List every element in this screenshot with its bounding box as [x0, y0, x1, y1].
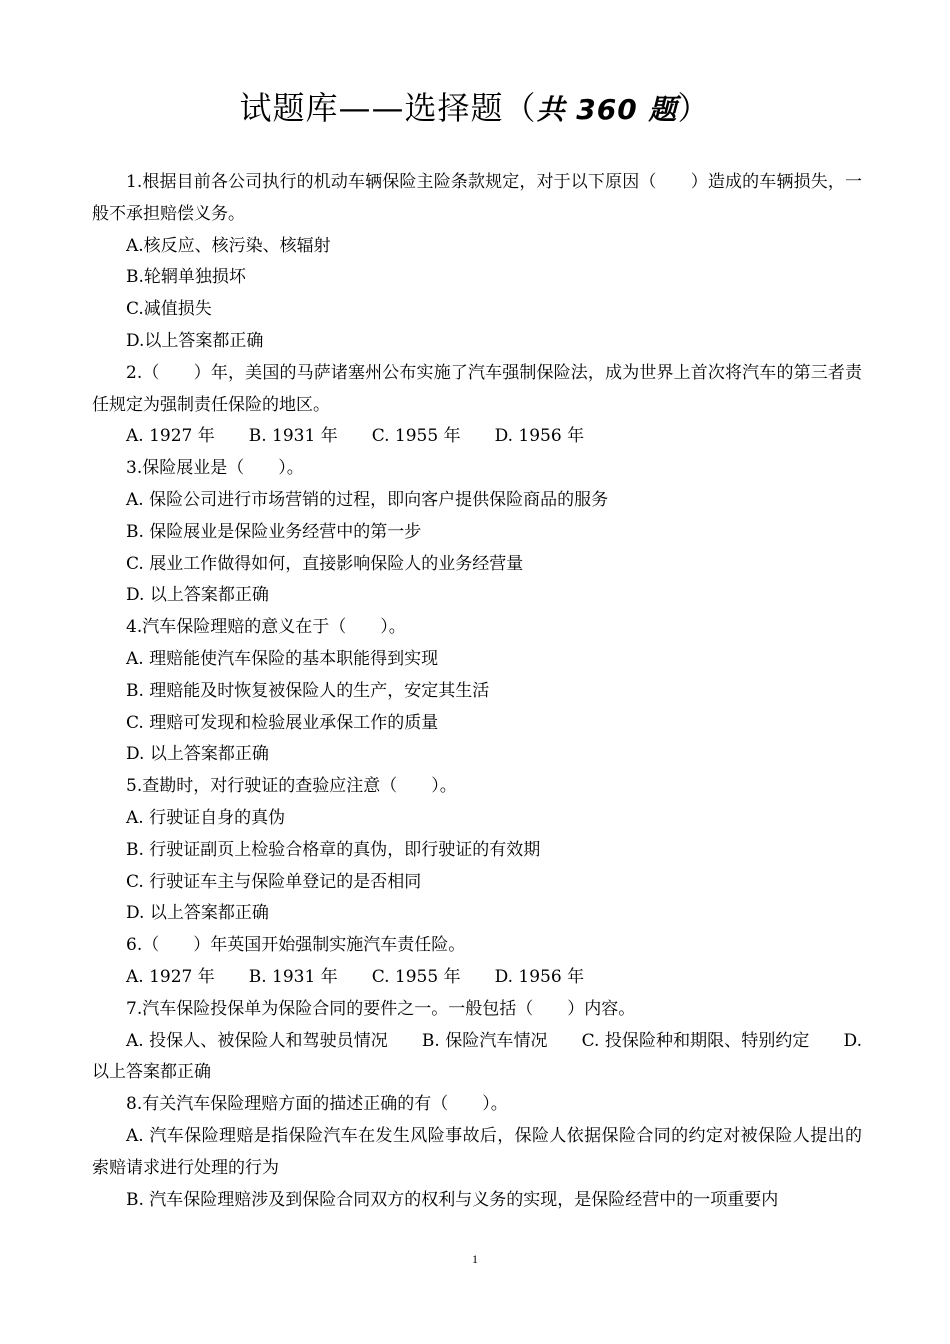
question-line: 6.（ ）年英国开始强制实施汽车责任险。 [126, 935, 466, 956]
question-line: C. 理赔可发现和检验展业承保工作的质量 [126, 712, 439, 733]
question-line: 1.根据目前各公司执行的机动车辆保险主险条款规定，对于以下原因（ ）造成的车辆损失，一般不承担赔偿义务。 [92, 172, 862, 224]
title-count: 共 360 题 [536, 93, 678, 126]
question-line: A. 理赔能使汽车保险的基本职能得到实现 [126, 648, 439, 669]
question-line: A. 行驶证自身的真伪 [126, 807, 286, 828]
title-close: ） [677, 89, 711, 127]
question-line: A. 1927 年 B. 1931 年 C. 1955 年 D. 1956 年 [126, 966, 585, 987]
question-line: C. 行驶证车主与保险单登记的是否相同 [126, 871, 422, 892]
question-line: D. 以上答案都正确 [126, 585, 269, 606]
title-main: 试题库——选择题（ [239, 89, 537, 127]
question-line: B.轮辋单独损坏 [126, 267, 246, 288]
question-line: C. 展业工作做得如何，直接影响保险人的业务经营量 [126, 553, 524, 574]
question-line: 2.（ ）年，美国的马萨诸塞州公布实施了汽车强制保险法，成为世界上首次将汽车的第三者责任规定为强制责任保险的地区。 [92, 362, 862, 415]
question-line: C.减值损失 [126, 299, 212, 320]
page-number: 1 [472, 1252, 478, 1266]
question-line: B. 理赔能及时恢复被保险人的生产，安定其生活 [126, 680, 490, 701]
question-line: 4.汽车保险理赔的意义在于（ ）。 [126, 617, 406, 638]
question-line: B. 汽车保险理赔涉及到保险合同双方的权利与义务的实现，是保险经营中的一项重要内 [126, 1189, 779, 1210]
question-line: A. 投保人、被保险人和驾驶员情况 B. 保险汽车情况 C. 投保险种和期限、特别约定 D. 以上答案都正确 [92, 1030, 868, 1083]
question-line: D.以上答案都正确 [126, 330, 264, 351]
question-line: B. 行驶证副页上检验合格章的真伪，即行驶证的有效期 [126, 839, 541, 860]
question-line: D. 以上答案都正确 [126, 744, 269, 765]
question-list [92, 167, 868, 1216]
question-line: A. 1927 年 B. 1931 年 C. 1955 年 D. 1956 年 [126, 426, 585, 447]
question-line: B. 保险展业是保险业务经营中的第一步 [126, 521, 422, 542]
question-line: 7.汽车保险投保单为保险合同的要件之一。一般包括（ ）内容。 [126, 998, 636, 1019]
question-line: 5.查勘时，对行驶证的查验应注意（ ）。 [126, 776, 457, 797]
question-line: D. 以上答案都正确 [126, 903, 269, 924]
question-line: A.核反应、核污染、核辐射 [126, 235, 331, 256]
question-line: A. 汽车保险理赔是指保险汽车在发生风险事故后，保险人依据保险合同的约定对被保险人提出的索赔请求进行处理的行为 [92, 1125, 862, 1178]
question-line: 3.保险展业是（ ）。 [126, 458, 304, 479]
page-title [0, 88, 950, 130]
question-line: A. 保险公司进行市场营销的过程，即向客户提供保险商品的服务 [126, 489, 609, 510]
question-line: 8.有关汽车保险理赔方面的描述正确的有（ ）。 [126, 1094, 508, 1115]
